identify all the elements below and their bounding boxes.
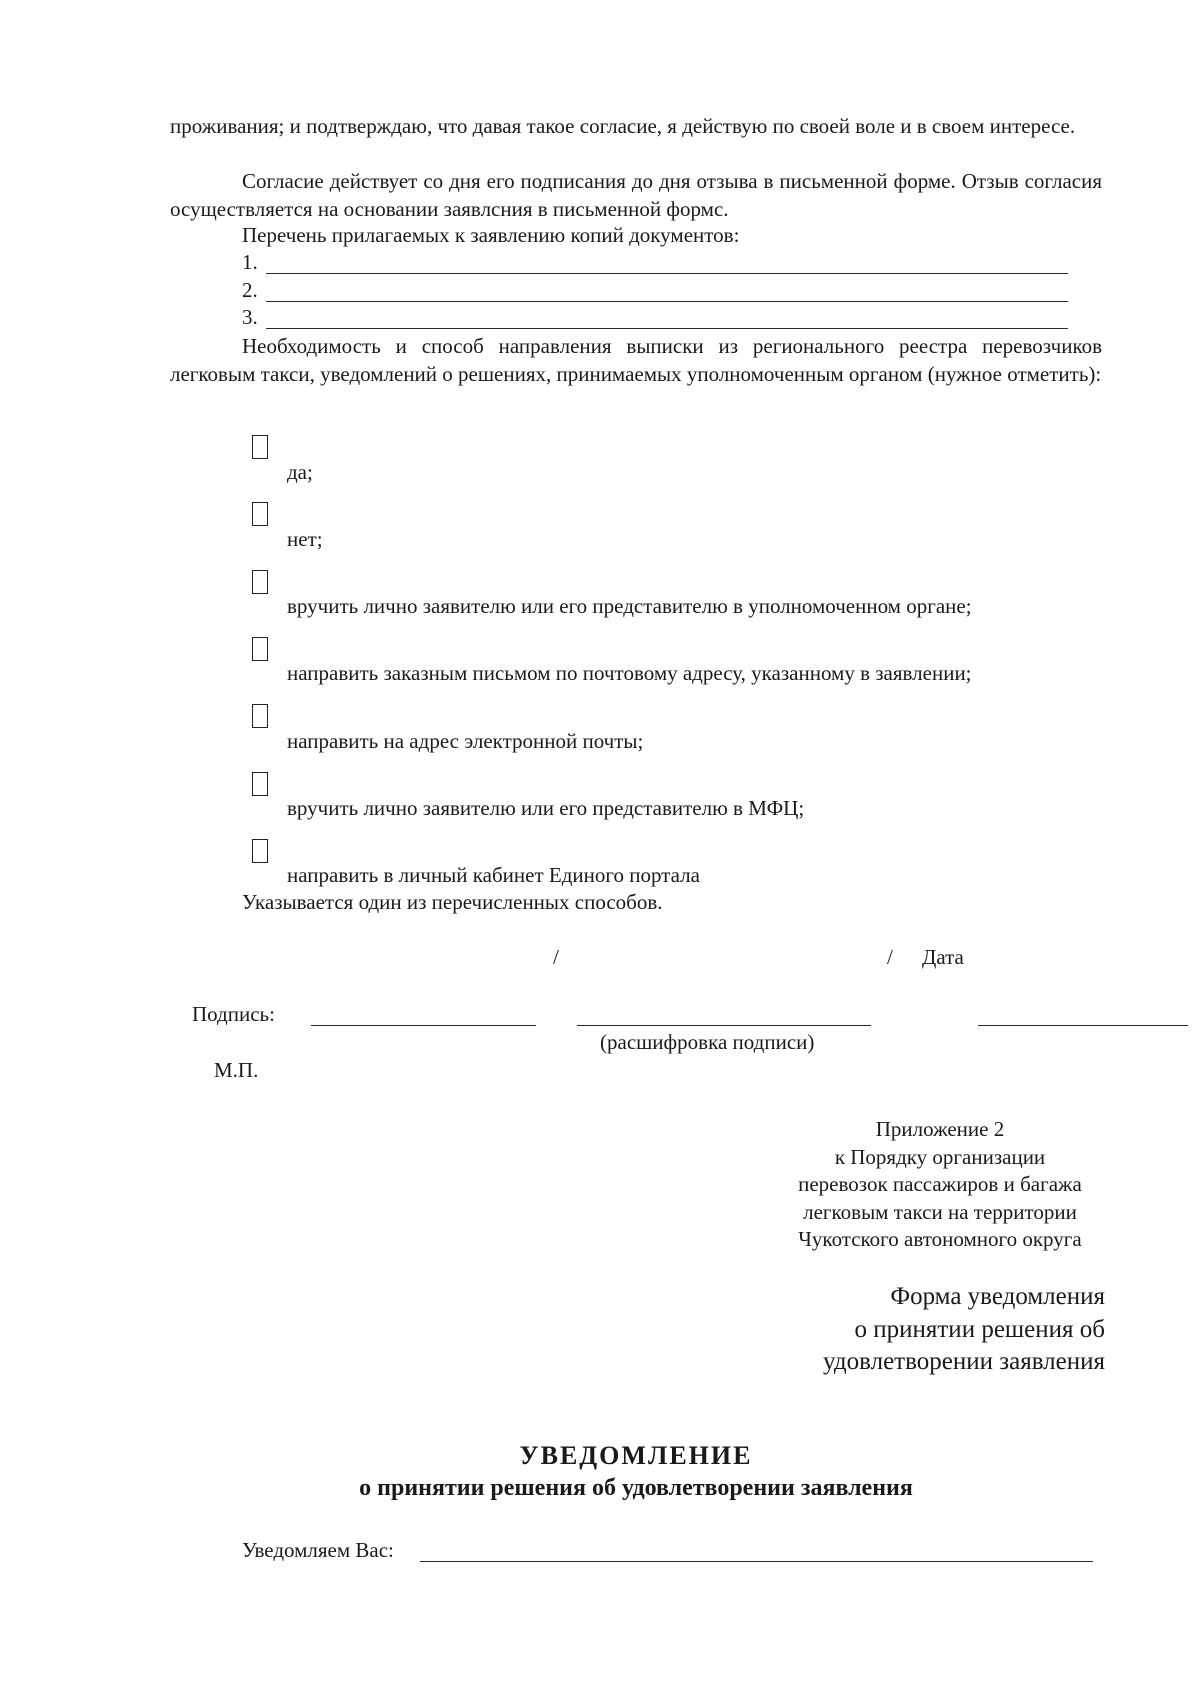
- checkbox-registered-mail[interactable]: [252, 637, 268, 661]
- option-registered-mail: направить заказным письмом по почтовому адресу, указанному в заявлении;: [287, 661, 972, 685]
- option-portal-cabinet: направить в личный кабинет Единого портала: [287, 863, 700, 887]
- consent-paragraph-1: проживания; и подтверждаю, что давая такое согласие, я действую по своей воле и в своем интересе.: [170, 114, 1076, 138]
- appendix-line-2: к Порядку организации: [834, 1144, 1046, 1169]
- attachment-number-1: 1.: [242, 250, 258, 274]
- signature-label: Подпись:: [192, 1002, 275, 1026]
- form-title-line-3: удовлетворении заявления: [822, 1348, 1105, 1375]
- date-line[interactable]: [978, 1025, 1188, 1026]
- appendix-line-5: Чукотского автономного округа: [798, 1227, 1082, 1251]
- attachment-line-2[interactable]: [266, 301, 1068, 302]
- notice-heading: УВЕДОМЛЕНИЕ: [519, 1441, 753, 1470]
- form-title-line-2: о принятии решения об: [854, 1315, 1105, 1343]
- notify-line[interactable]: [420, 1561, 1093, 1562]
- signature-decode-caption: (расшифровка подписи): [600, 1030, 815, 1054]
- attachment-line-1[interactable]: [266, 273, 1068, 274]
- attachment-number-2: 2.: [242, 278, 258, 302]
- delivery-intro: Необходимость и способ направления выписки из регионального реестра перевозчиков легковым такси, уведомлений о решениях, принимаемых уполномоченным органом (нужное отметить):: [170, 334, 1102, 386]
- option-email: направить на адрес электронной почты;: [287, 729, 644, 753]
- form-title-line-1: Форма уведомления: [890, 1283, 1105, 1310]
- consent-paragraph-2: Согласие действует со дня его подписания до дня отзыва в письменной форме. Отзыв согласия осуществляется на основании заявлсния в письменной формс.: [170, 169, 1102, 221]
- signature-slash-1: /: [553, 945, 559, 969]
- delivery-note: Указывается один из перечисленных способов.: [242, 890, 663, 914]
- stamp-label: М.П.: [214, 1058, 259, 1082]
- checkbox-personal-mfc[interactable]: [252, 772, 268, 796]
- attachment-line-3[interactable]: [266, 328, 1068, 329]
- option-yes: да;: [287, 460, 313, 484]
- appendix-line-3: перевозок пассажиров и багажа: [798, 1172, 1082, 1196]
- notify-label: Уведомляем Вас:: [242, 1538, 394, 1562]
- signature-line[interactable]: [311, 1025, 536, 1026]
- form-title: [700, 1281, 1105, 1379]
- appendix-line-1: Приложение 2: [875, 1117, 1005, 1141]
- checkbox-personal-authority[interactable]: [252, 570, 268, 594]
- checkbox-portal-cabinet[interactable]: [252, 839, 268, 863]
- checkbox-email[interactable]: [252, 704, 268, 728]
- checkbox-no[interactable]: [252, 502, 268, 526]
- option-personal-authority: вручить лично заявителю или его представителю в уполномоченном органе;: [287, 594, 972, 618]
- signature-slash-2: /: [887, 945, 893, 969]
- notice-subheading: о принятии решения об удовлетворении заявления: [359, 1475, 913, 1501]
- appendix-header: [730, 1116, 1150, 1254]
- option-personal-mfc: вручить лично заявителю или его представителю в МФЦ;: [287, 796, 805, 820]
- appendix-line-4: легковым такси на территории: [803, 1199, 1077, 1224]
- signature-decode-line[interactable]: [577, 1025, 871, 1026]
- option-no: нет;: [287, 527, 323, 551]
- date-label: Дата: [922, 945, 964, 969]
- checkbox-yes[interactable]: [252, 435, 268, 459]
- attachments-heading: Перечень прилагаемых к заявлению копий документов:: [242, 223, 740, 247]
- attachment-number-3: 3.: [242, 305, 258, 329]
